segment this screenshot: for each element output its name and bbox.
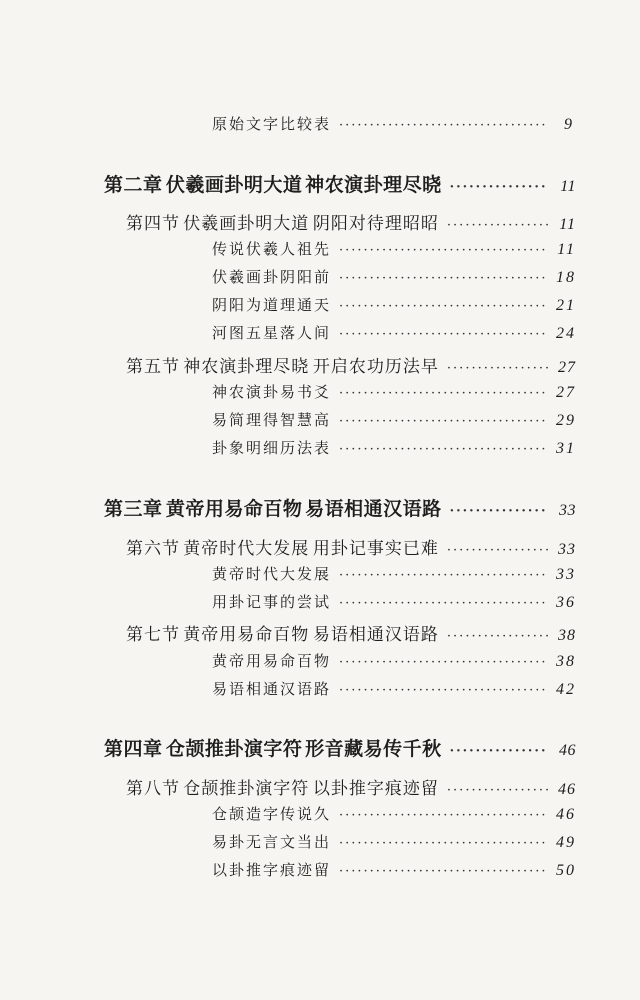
section-number: 第六节 — [126, 539, 180, 559]
page-number: 21 — [556, 297, 576, 314]
toc-entry-item[interactable] — [212, 409, 576, 430]
section-title: 神农演卦理尽晓 — [183, 357, 310, 377]
toc-entry-item[interactable] — [212, 678, 576, 699]
toc-entry-chapter[interactable] — [104, 734, 576, 761]
toc-entry-section[interactable] — [126, 209, 576, 234]
leader-dots — [339, 271, 548, 286]
leader-dots — [447, 783, 548, 798]
page-number: 31 — [556, 440, 576, 457]
page-number: 49 — [556, 834, 576, 851]
entry-title: 传说伏羲人祖先 — [212, 240, 332, 258]
page-number: 46 — [558, 781, 576, 798]
chapter-subtitle: 形音藏易传千秋 — [305, 738, 442, 760]
section-number: 第四节 — [126, 214, 180, 234]
toc-entry-item[interactable] — [212, 650, 576, 671]
page-number: 9 — [564, 116, 574, 133]
entry-title: 易卦无言文当出 — [212, 833, 332, 851]
leader-dots — [339, 808, 548, 823]
toc-entry-item[interactable] — [212, 437, 576, 458]
page-number: 50 — [556, 862, 576, 879]
leader-dots — [339, 386, 548, 401]
chapter-subtitle: 神农演卦理尽晓 — [305, 174, 442, 196]
toc-entry-item[interactable] — [212, 113, 574, 134]
toc-entry-item[interactable] — [212, 563, 576, 584]
page-number: 33 — [556, 566, 576, 583]
section-subtitle: 阴阳对待理昭昭 — [312, 214, 439, 234]
chapter-title: 仓颉推卦演字符 — [165, 738, 303, 760]
leader-dots — [339, 836, 548, 851]
section-number: 第七节 — [126, 625, 180, 645]
page-number: 42 — [556, 681, 576, 698]
page-number: 36 — [556, 594, 576, 611]
entry-title: 以卦推字痕迹留 — [212, 861, 332, 879]
entry-title: 用卦记事的尝试 — [212, 593, 332, 611]
section-number: 第五节 — [126, 357, 180, 377]
section-number: 第八节 — [126, 779, 180, 799]
toc-entry-item[interactable] — [212, 831, 576, 852]
toc-entry-item[interactable] — [212, 859, 576, 880]
section-title: 伏羲画卦明大道 — [183, 214, 310, 234]
section-subtitle: 开启农功历法早 — [312, 357, 439, 377]
entry-title: 易语相通汉语路 — [212, 680, 332, 698]
entry-title: 神农演卦易书爻 — [212, 383, 332, 401]
page-number: 38 — [556, 653, 576, 670]
chapter-number: 第二章 — [104, 174, 163, 196]
leader-dots — [339, 118, 546, 133]
page-number: 11 — [559, 216, 576, 233]
entry-title: 伏羲画卦阴阳前 — [212, 268, 332, 286]
toc-entry-item[interactable] — [212, 294, 576, 315]
chapter-subtitle: 易语相通汉语路 — [305, 498, 442, 520]
section-subtitle: 易语相通汉语路 — [312, 625, 439, 645]
chapter-title: 黄帝用易命百物 — [165, 498, 303, 520]
leader-dots — [447, 543, 548, 558]
page-number: 11 — [557, 241, 576, 258]
section-subtitle: 以卦推字痕迹留 — [312, 779, 439, 799]
leader-dots — [450, 504, 548, 519]
page-number: 27 — [556, 384, 576, 401]
leader-dots — [339, 299, 548, 314]
chapter-title: 伏羲画卦明大道 — [165, 174, 303, 196]
toc-entry-item[interactable] — [212, 266, 576, 287]
toc-entry-chapter[interactable] — [104, 494, 576, 521]
leader-dots — [447, 218, 548, 233]
page-number: 46 — [556, 806, 576, 823]
entry-title: 黄帝用易命百物 — [212, 652, 332, 670]
entry-title: 原始文字比较表 — [212, 115, 332, 133]
leader-dots — [339, 655, 548, 670]
entry-title: 仓颉造字传说久 — [212, 805, 332, 823]
page-number: 33 — [558, 541, 576, 558]
toc-entry-item[interactable] — [212, 238, 576, 259]
leader-dots — [339, 683, 548, 698]
page-number: 27 — [558, 359, 576, 376]
toc-entry-section[interactable] — [126, 534, 576, 559]
toc-entry-item[interactable] — [212, 381, 576, 402]
chapter-number: 第四章 — [104, 738, 163, 760]
section-title: 黄帝用易命百物 — [183, 625, 310, 645]
toc-entry-item[interactable] — [212, 322, 576, 343]
toc-entry-section[interactable] — [126, 620, 576, 645]
toc-entry-section[interactable] — [126, 774, 576, 799]
entry-title: 河图五星落人间 — [212, 324, 332, 342]
leader-dots — [339, 596, 548, 611]
leader-dots — [339, 327, 548, 342]
leader-dots — [339, 568, 548, 583]
page-number: 24 — [556, 325, 576, 342]
entry-title: 易简理得智慧高 — [212, 411, 332, 429]
leader-dots — [339, 442, 548, 457]
page-number: 11 — [560, 178, 576, 195]
toc-entry-chapter[interactable] — [104, 170, 576, 197]
toc-entry-item[interactable] — [212, 591, 576, 612]
leader-dots — [339, 864, 548, 879]
section-subtitle: 用卦记事实已难 — [312, 539, 439, 559]
leader-dots — [339, 414, 548, 429]
entry-title: 阴阳为道理通天 — [212, 296, 332, 314]
leader-dots — [447, 361, 548, 376]
toc-entry-item[interactable] — [212, 803, 576, 824]
page-number: 33 — [559, 502, 576, 519]
page-number: 46 — [559, 742, 576, 759]
leader-dots — [339, 243, 548, 258]
chapter-number: 第三章 — [104, 498, 163, 520]
leader-dots — [447, 629, 548, 644]
section-title: 仓颉推卦演字符 — [183, 779, 310, 799]
entry-title: 卦象明细历法表 — [212, 439, 332, 457]
entry-title: 黄帝时代大发展 — [212, 565, 332, 583]
page-number: 38 — [558, 627, 576, 644]
page-number: 29 — [556, 412, 576, 429]
leader-dots — [450, 744, 548, 759]
toc-entry-section[interactable] — [126, 352, 576, 377]
leader-dots — [450, 180, 548, 195]
section-title: 黄帝时代大发展 — [183, 539, 310, 559]
page-number: 18 — [556, 269, 576, 286]
